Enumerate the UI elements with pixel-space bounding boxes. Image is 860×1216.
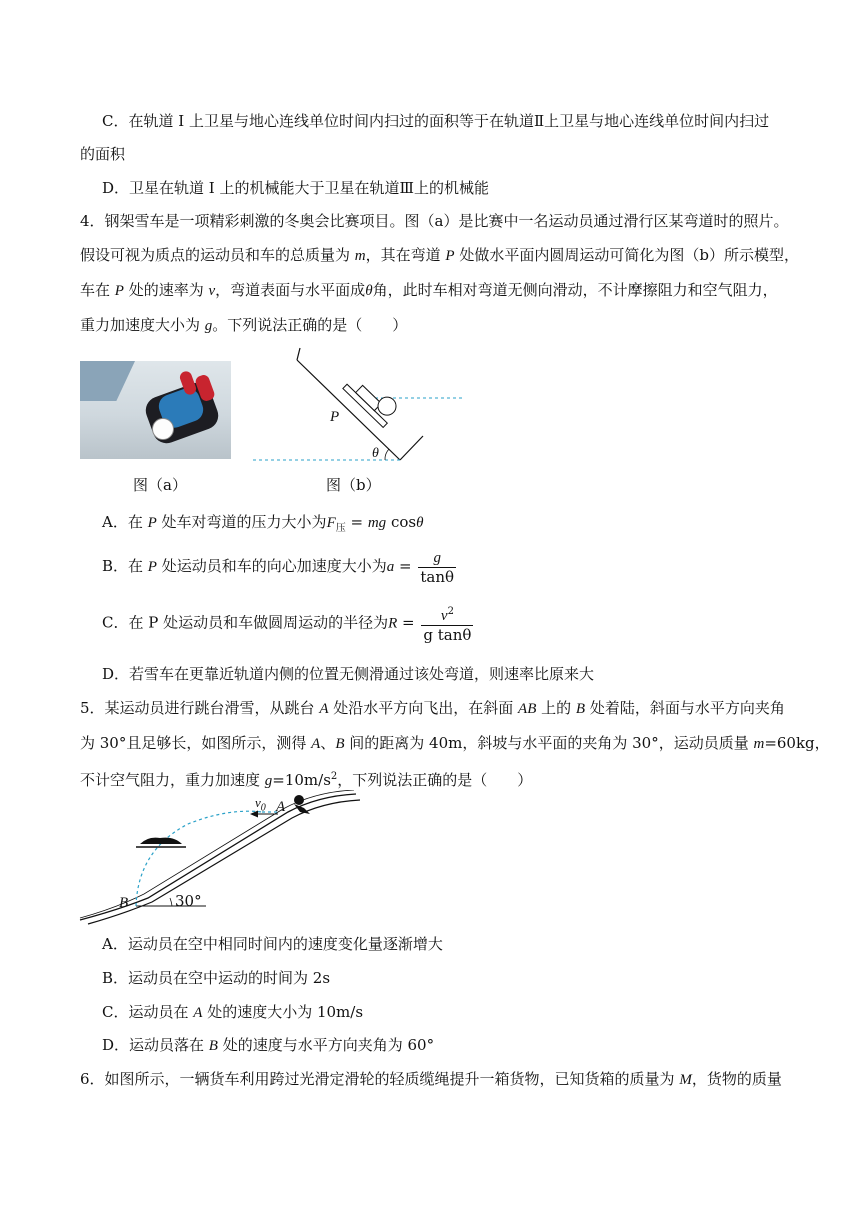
q6-stem-line1: 6．如图所示，一辆货车利用跨过光滑定滑轮的轻质缆绳提升一箱货物，已知货箱的质量为 M，货物的质量 [80, 1070, 782, 1088]
q5-option-a: A．运动员在空中相同时间内的速度变化量逐渐增大 [102, 935, 443, 953]
q4-stem-line4: 重力加速度大小为 g。下列说法正确的是（ ） [80, 316, 408, 334]
q4-option-b: B．在 P 处运动员和车的向心加速度大小为a = $\frac{g}{\tan\theta}$ [102, 549, 455, 586]
q4-stem-line3: 车在 P 处的速率为 v，弯道表面与水平面成θ角，此时车相对弯道无侧向滑动，不计摩擦阻力和空气阻力， [80, 281, 778, 299]
label-a: A [276, 799, 286, 815]
q4-stem-line2: 假设可视为质点的运动员和车的总质量为 m，其在弯道 P 处做水平面内圆周运动可简化为图（b）所示模型， [80, 246, 799, 264]
q3-option-c-line2: 的面积 [80, 145, 126, 163]
q5-stem-line3: 不计空气阻力，重力加速度 $g=10m/s^2$，下列说法正确的是（ ） [80, 771, 533, 789]
q4-stem-line1: 4．钢架雪车是一项精彩刺激的冬奥会比赛项目。图（a）是比赛中一名运动员通过滑行区某弯道时的照片。 [80, 212, 789, 230]
skeleton-sled-photo [80, 361, 231, 459]
label-p: P [330, 409, 340, 425]
label-theta: θ [372, 446, 379, 461]
label-b: B [119, 895, 129, 911]
q5-stem-line2: 为 30°且足够长，如图所示，测得 A、B 间的距离为 40m，斜坡与水平面的夹角为 30°，运动员质量 m=60kg， [80, 734, 830, 752]
label-v0: $v_0$ [255, 795, 266, 814]
q5-stem-line1: 5．某运动员进行跳台滑雪，从跳台 A 处沿水平方向飞出，在斜面 AB 上的 B 处着陆，斜面与水平方向夹角 [80, 699, 785, 717]
q5-option-d: D．运动员落在 B 处的速度与水平方向夹角为 60° [102, 1036, 435, 1054]
q5-option-b: B．运动员在空中运动的时间为 2s [102, 969, 331, 987]
q5-option-c: C．运动员在 A 处的速度大小为 10m/s [102, 1003, 364, 1021]
q3-option-d: D．卫星在轨道 I 上的机械能大于卫星在轨道Ⅲ上的机械能 [102, 179, 489, 197]
q4-option-c: C．在 P 处运动员和车做圆周运动的半径为R = $\frac{v^2}{\text{g tanθ}}$ [102, 603, 475, 644]
figure-b-caption: 图（b） [326, 476, 381, 494]
q4-option-d: D．若雪车在更靠近轨道内侧的位置无侧滑通过该处弯道，则速率比原来大 [102, 665, 595, 683]
figure-a-caption: 图（a） [133, 476, 187, 494]
q4-option-a: A．在 P 处车对弯道的压力大小为$F_压$ = mg cosθ [102, 513, 424, 534]
incline-diagram [245, 342, 475, 467]
label-30-degrees: 30° [175, 892, 202, 910]
q3-option-c-line1: C．在轨道 I 上卫星与地心连线单位时间内扫过的面积等于在轨道Ⅱ上卫星与地心连线单位时间内扫过 [102, 112, 770, 130]
